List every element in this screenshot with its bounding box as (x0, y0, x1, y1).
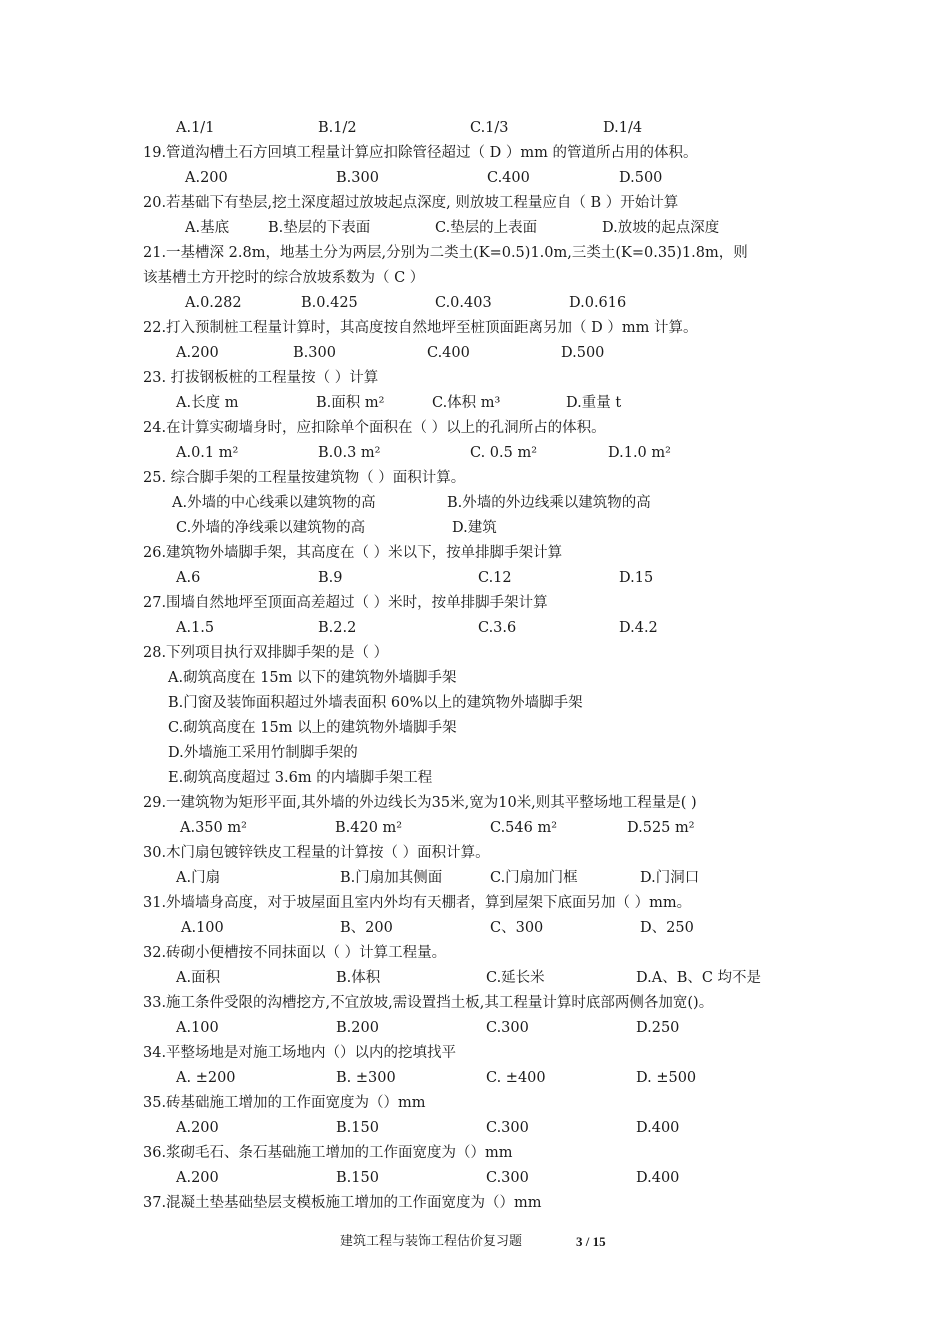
text-line (0, 416, 950, 441)
option-text: A.门扇 (176, 870, 221, 886)
option-text: A.0.282 (185, 295, 242, 311)
question-text: 19.管道沟槽土石方回填工程量计算应扣除管径超过（ D ）mm 的管道所占用的体积。 (143, 145, 698, 161)
option-text: D.重量 t (566, 395, 622, 411)
option-text: B.9 (318, 570, 343, 586)
option-text: D.4.2 (619, 620, 658, 636)
question-text: 23. 打拔钢板桩的工程量按（ ）计算 (143, 370, 379, 386)
option-text: A.200 (176, 1120, 219, 1136)
option-text: C. 0.5 m² (470, 445, 538, 461)
text-line (0, 1116, 950, 1141)
footer-title: 建筑工程与装饰工程估价复习题 (340, 1234, 523, 1249)
option-text: A.200 (185, 170, 228, 186)
option-text: A.1.5 (176, 620, 215, 636)
option-text: D.1/4 (603, 120, 643, 136)
question-text: B.门窗及装饰面积超过外墙表面积 60%以上的建筑物外墙脚手架 (168, 695, 583, 711)
question-text: 36.浆砌毛石、条石基础施工增加的工作面宽度为（）mm (143, 1145, 513, 1161)
question-text: D.外墙施工采用竹制脚手架的 (168, 745, 358, 761)
option-text: D.建筑 (452, 520, 497, 536)
text-line (0, 591, 950, 616)
option-text: D.放坡的起点深度 (602, 220, 720, 236)
question-text: 该基槽土方开挖时的综合放坡系数为（ C ） (143, 270, 425, 286)
option-text: C. ±400 (486, 1070, 546, 1086)
option-text: C.300 (486, 1120, 529, 1136)
question-text: 31.外墙墙身高度，对于坡屋面且室内外均有天棚者，算到屋架下底面另加（ ）mm。 (143, 895, 692, 911)
question-text: 35.砖基础施工增加的工作面宽度为（）mm (143, 1095, 426, 1111)
text-line (0, 141, 950, 166)
option-text: A. ±200 (176, 1070, 236, 1086)
option-text: A.100 (181, 920, 224, 936)
question-text: 20.若基础下有垫层,挖土深度超过放坡起点深度, 则放坡工程量应自（ B ）开始计算 (143, 195, 679, 211)
option-text: A.1/1 (176, 120, 215, 136)
text-line (0, 916, 950, 941)
text-line (0, 1191, 950, 1216)
option-text: B.300 (293, 345, 336, 361)
option-text: A.0.1 m² (176, 445, 239, 461)
option-text: D.1.0 m² (608, 445, 671, 461)
question-text: 22.打入预制桩工程量计算时，其高度按自然地坪至桩顶面距离另加（ D ）mm 计算。 (143, 320, 698, 336)
option-text: B. ±300 (336, 1070, 396, 1086)
option-text: B.150 (336, 1120, 379, 1136)
text-line (0, 766, 950, 791)
option-text: D.15 (619, 570, 654, 586)
text-line (0, 891, 950, 916)
option-text: D.500 (561, 345, 605, 361)
option-text: A.6 (176, 570, 201, 586)
option-text: C.体积 m³ (432, 395, 501, 411)
option-text: D、250 (640, 920, 694, 936)
option-text: B.体积 (336, 970, 381, 986)
option-text: D.400 (636, 1120, 680, 1136)
text-line (0, 516, 950, 541)
text-line (0, 1066, 950, 1091)
question-text: 29.一建筑物为矩形平面,其外墙的外边线长为35米,宽为10米,则其平整场地工程量是( ) (143, 795, 697, 811)
option-text: D.525 m² (627, 820, 695, 836)
text-line (0, 1091, 950, 1116)
option-text: B.外墙的外边线乘以建筑物的高 (447, 495, 651, 511)
option-text: B.垫层的下表面 (268, 220, 371, 236)
option-text: B.0.3 m² (318, 445, 381, 461)
option-text: C.门扇加门框 (490, 870, 578, 886)
option-text: D.250 (636, 1020, 680, 1036)
option-text: C.0.403 (435, 295, 492, 311)
option-text: C.1/3 (470, 120, 509, 136)
question-text: 28.下列项目执行双排脚手架的是（ ） (143, 645, 389, 661)
option-text: D.0.616 (569, 295, 627, 311)
question-text: 32.砖砌小便槽按不同抹面以（ ）计算工程量。 (143, 945, 447, 961)
text-line (0, 866, 950, 891)
option-text: B.面积 m² (316, 395, 385, 411)
text-line (0, 366, 950, 391)
text-line (0, 166, 950, 191)
question-text: 37.混凝土垫基础垫层支模板施工增加的工作面宽度为（）mm (143, 1195, 542, 1211)
option-text: B.门扇加其侧面 (340, 870, 443, 886)
option-text: A.基底 (185, 220, 230, 236)
text-line (0, 716, 950, 741)
question-text: 25. 综合脚手架的工程量按建筑物（ ）面积计算。 (143, 470, 466, 486)
text-line (0, 816, 950, 841)
text-line (0, 1041, 950, 1066)
option-text: C.3.6 (478, 620, 517, 636)
question-text: 26.建筑物外墙脚手架，其高度在（ ）米以下，按单排脚手架计算 (143, 545, 563, 561)
text-line (0, 991, 950, 1016)
page-footer (0, 1230, 950, 1254)
text-line (0, 441, 950, 466)
option-text: C.延长米 (486, 970, 545, 986)
text-line (0, 641, 950, 666)
text-line (0, 266, 950, 291)
text-line (0, 616, 950, 641)
option-text: C.垫层的上表面 (435, 220, 538, 236)
option-text: C.300 (486, 1170, 529, 1186)
text-line (0, 566, 950, 591)
option-text: C、300 (490, 920, 544, 936)
option-text: D. ±500 (636, 1070, 697, 1086)
page-number: 3 / 15 (576, 1234, 606, 1249)
option-text: A.200 (176, 1170, 219, 1186)
option-text: B.0.425 (301, 295, 358, 311)
option-text: B.2.2 (318, 620, 357, 636)
question-text: C.砌筑高度在 15m 以上的建筑物外墙脚手架 (168, 720, 457, 736)
option-text: D.500 (619, 170, 663, 186)
question-text: A.砌筑高度在 15m 以下的建筑物外墙脚手架 (168, 670, 457, 686)
option-text: C.300 (486, 1020, 529, 1036)
option-text: A.100 (176, 1020, 219, 1036)
text-line (0, 841, 950, 866)
question-text: 34.平整场地是对施工场地内（）以内的挖填找平 (143, 1045, 457, 1061)
option-text: C.546 m² (490, 820, 558, 836)
text-line (0, 1016, 950, 1041)
option-text: C.12 (478, 570, 512, 586)
text-line (0, 791, 950, 816)
text-line (0, 1141, 950, 1166)
text-line (0, 116, 950, 141)
text-line (0, 216, 950, 241)
option-text: A.200 (176, 345, 219, 361)
text-line (0, 691, 950, 716)
question-text: 33.施工条件受限的沟槽挖方,不宜放坡,需设置挡土板,其工程量计算时底部两侧各加宽()。 (143, 995, 714, 1011)
text-line (0, 341, 950, 366)
option-text: A.外墙的中心线乘以建筑物的高 (172, 495, 376, 511)
option-text: B.1/2 (318, 120, 357, 136)
question-text: 24.在计算实砌墙身时，应扣除单个面积在（ ）以上的孔洞所占的体积。 (143, 420, 606, 436)
text-line (0, 541, 950, 566)
option-text: D.门洞口 (640, 870, 700, 886)
text-line (0, 966, 950, 991)
option-text: D.400 (636, 1170, 680, 1186)
question-text: 30.木门扇包镀锌铁皮工程量的计算按（ ）面积计算。 (143, 845, 490, 861)
text-line (0, 191, 950, 216)
question-text: E.砌筑高度超过 3.6m 的内墙脚手架工程 (168, 770, 433, 786)
option-text: B、200 (340, 920, 393, 936)
option-text: C.400 (427, 345, 470, 361)
text-line (0, 466, 950, 491)
text-line (0, 741, 950, 766)
option-text: B.300 (336, 170, 379, 186)
option-text: A.350 m² (180, 820, 247, 836)
option-text: C.400 (487, 170, 530, 186)
text-line (0, 291, 950, 316)
option-text: B.200 (336, 1020, 379, 1036)
option-text: C.外墙的净线乘以建筑物的高 (176, 520, 366, 536)
text-line (0, 666, 950, 691)
text-line (0, 1166, 950, 1191)
option-text: D.A、B、C 均不是 (636, 970, 762, 986)
option-text: B.420 m² (335, 820, 403, 836)
text-line (0, 941, 950, 966)
text-line (0, 241, 950, 266)
question-text: 21.一基槽深 2.8m，地基土分为两层,分别为二类土(K=0.5)1.0m,三类土(K=0.35)1.8m，则 (143, 245, 748, 261)
text-line (0, 391, 950, 416)
text-line (0, 316, 950, 341)
option-text: A.长度 m (176, 395, 239, 411)
option-text: B.150 (336, 1170, 379, 1186)
question-text: 27.围墙自然地坪至顶面高差超过（ ）米时，按单排脚手架计算 (143, 595, 548, 611)
text-line (0, 491, 950, 516)
option-text: A.面积 (176, 970, 221, 986)
